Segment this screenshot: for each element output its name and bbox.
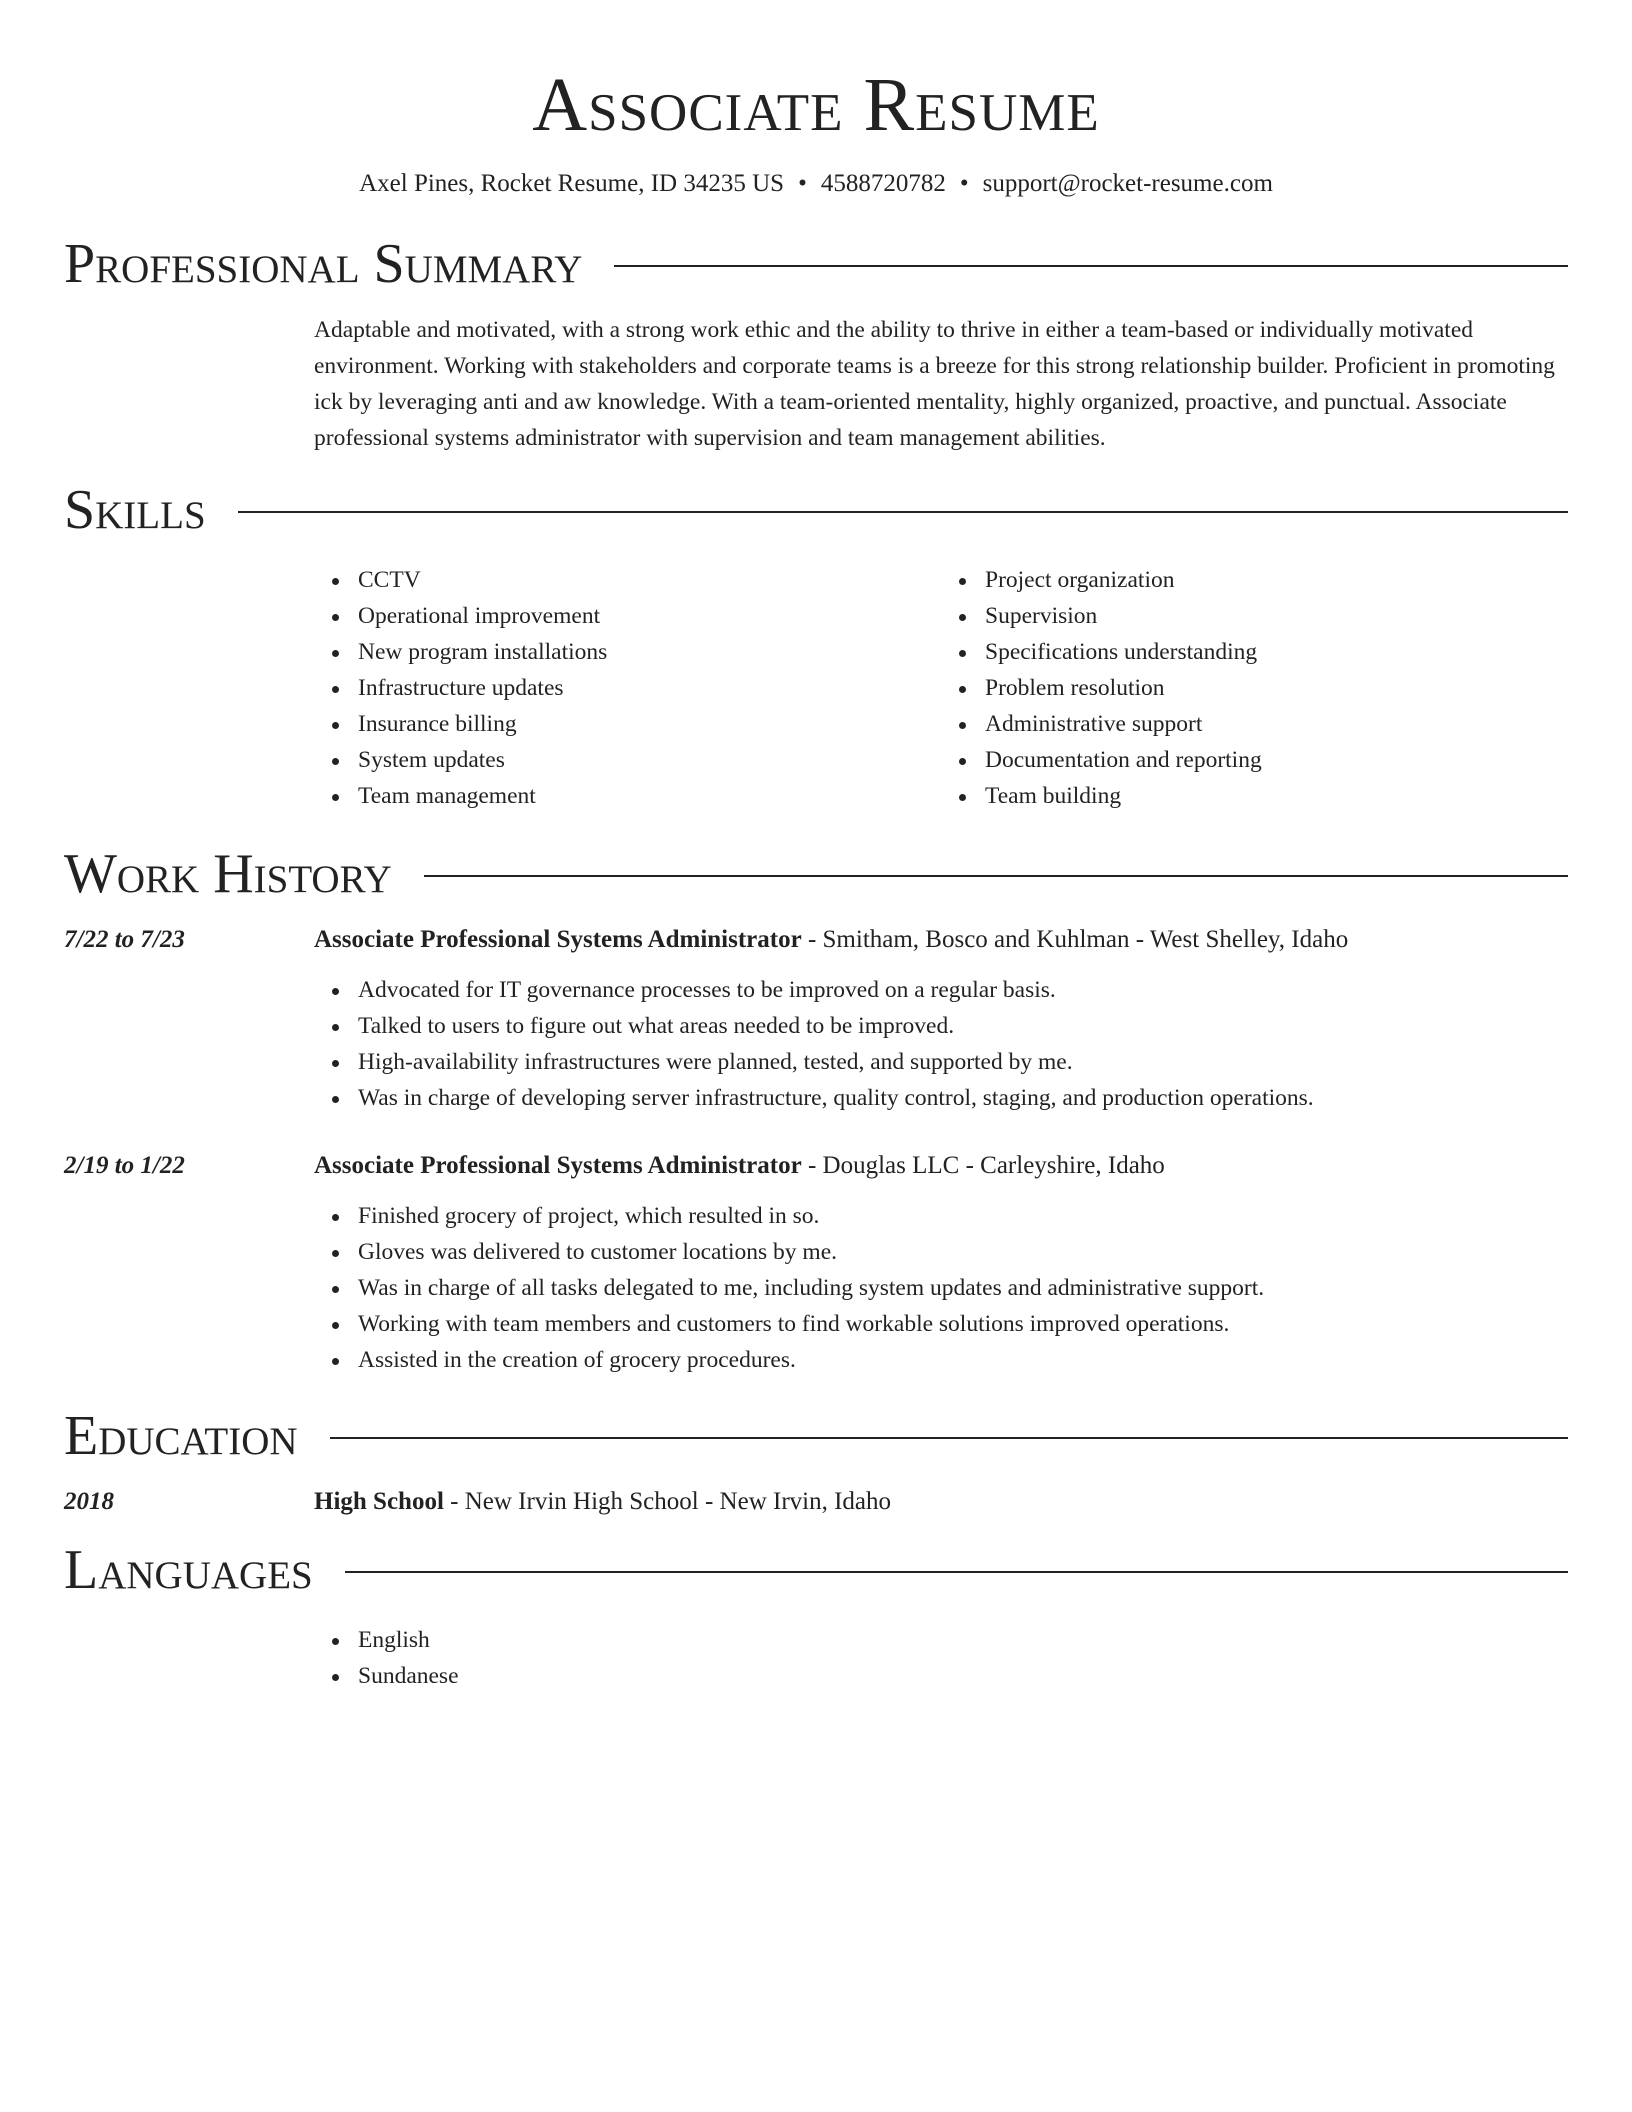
skills-heading: Skills — [64, 479, 206, 541]
education-year: 2018 — [64, 1488, 114, 1515]
skill-item: Team building — [985, 778, 1568, 814]
job-bullet: Advocated for IT governance processes to be improved on a regular basis. — [358, 972, 1568, 1008]
education-line — [314, 1484, 1568, 1520]
languages-heading: Languages — [64, 1539, 313, 1601]
languages-body — [314, 1622, 1568, 1694]
languages-heading-row — [64, 1538, 1568, 1602]
job-dates: 7/22 to 7/23 — [64, 926, 185, 953]
skill-item: Infrastructure updates — [358, 670, 941, 706]
section-divider — [614, 265, 1568, 267]
skills-section — [64, 478, 1568, 814]
contact-separator: • — [959, 170, 969, 197]
work-section — [64, 842, 1568, 1378]
education-section — [64, 1404, 1568, 1520]
contact-phone: 4588720782 — [820, 170, 946, 197]
job-bullet: Talked to users to figure out what areas needed to be improved. — [358, 1008, 1568, 1044]
job-bullet: Was in charge of all tasks delegated to me, including system updates and administrative support. — [358, 1270, 1568, 1306]
language-item: English — [358, 1622, 1568, 1658]
skills-list-right — [941, 562, 1568, 814]
section-divider — [238, 511, 1568, 513]
job-entry — [64, 1148, 1568, 1378]
job-bullet: Assisted in the creation of grocery procedures. — [358, 1342, 1568, 1378]
education-school: - New Irvin High School - New Irvin, Idaho — [443, 1488, 892, 1515]
job-bullet: Working with team members and customers to find workable solutions improved operations. — [358, 1306, 1568, 1342]
contact-address: Axel Pines, Rocket Resume, ID 34235 US — [359, 170, 785, 197]
job-title-line — [314, 1148, 1568, 1184]
summary-section — [64, 232, 1568, 456]
languages-section — [64, 1538, 1568, 1694]
job-body — [314, 922, 1568, 1116]
summary-body — [314, 312, 1568, 456]
education-heading: Education — [64, 1405, 298, 1467]
skill-item: System updates — [358, 742, 941, 778]
work-heading-row — [64, 842, 1568, 906]
education-heading-row — [64, 1404, 1568, 1468]
job-role: Associate Professional Systems Administrator — [314, 926, 802, 953]
education-degree: High School — [314, 1488, 444, 1515]
languages-list — [314, 1622, 1568, 1694]
skill-item: Specifications understanding — [985, 634, 1568, 670]
job-bullet: Was in charge of developing server infrastructure, quality control, staging, and production operations. — [358, 1080, 1568, 1116]
section-divider — [345, 1571, 1568, 1573]
contact-email: support@rocket-resume.com — [982, 170, 1273, 197]
job-bullet: Finished grocery of project, which resulted in so. — [358, 1198, 1568, 1234]
work-heading: Work History — [64, 843, 392, 905]
job-bullets — [314, 1198, 1568, 1378]
skills-grid — [314, 562, 1568, 814]
job-entry — [64, 922, 1568, 1116]
skill-item: Team management — [358, 778, 941, 814]
job-bullets — [314, 972, 1568, 1116]
contact-line — [64, 168, 1568, 200]
contact-separator: • — [798, 170, 807, 197]
job-employer: - Smitham, Bosco and Kuhlman - West Shelley, Idaho — [801, 926, 1349, 953]
job-body — [314, 1148, 1568, 1378]
skill-item: CCTV — [358, 562, 941, 598]
skill-item: New program installations — [358, 634, 941, 670]
job-role: Associate Professional Systems Administrator — [314, 1152, 802, 1179]
summary-heading-row — [64, 232, 1568, 296]
resume-title: Associate Resume — [532, 63, 1100, 147]
summary-text: Adaptable and motivated, with a strong work ethic and the ability to thrive in either a team-based or individually motivated environment. Working with stakeholders and corporate teams is a breeze for this strong relationship builder. Proficient in promoting ick by leveraging anti and aw knowledge. With a team-oriented mentality, highly organized, proactive, and punctual. Associate professional systems administrator with supervision and team management abilities. — [314, 317, 1555, 451]
education-body — [314, 1484, 1568, 1520]
skill-item: Problem resolution — [985, 670, 1568, 706]
job-title-line — [314, 922, 1568, 958]
skill-item: Operational improvement — [358, 598, 941, 634]
skill-item: Insurance billing — [358, 706, 941, 742]
skill-item: Supervision — [985, 598, 1568, 634]
job-employer: - Douglas LLC - Carleyshire, Idaho — [801, 1152, 1165, 1179]
skill-item: Administrative support — [985, 706, 1568, 742]
section-divider — [330, 1437, 1568, 1439]
education-entry — [64, 1484, 1568, 1520]
job-bullet: Gloves was delivered to customer locations by me. — [358, 1234, 1568, 1270]
summary-heading: Professional Summary — [64, 233, 583, 295]
section-divider — [424, 875, 1568, 877]
skills-list-left — [314, 562, 941, 814]
skill-item: Project organization — [985, 562, 1568, 598]
job-bullet: High-availability infrastructures were planned, tested, and supported by me. — [358, 1044, 1568, 1080]
resume-page — [64, 0, 1568, 1694]
language-item: Sundanese — [358, 1658, 1568, 1694]
skill-item: Documentation and reporting — [985, 742, 1568, 778]
skills-heading-row — [64, 478, 1568, 542]
job-dates: 2/19 to 1/22 — [64, 1152, 185, 1179]
